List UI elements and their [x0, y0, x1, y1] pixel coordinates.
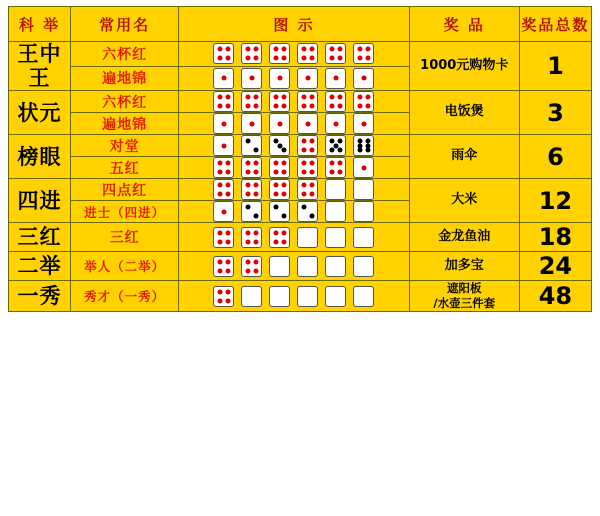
die-pip [217, 161, 222, 166]
table-row [9, 42, 592, 67]
die-pip [245, 259, 250, 264]
die-1 [213, 201, 234, 222]
die-pip [357, 56, 362, 61]
die-empty [297, 227, 318, 248]
die-pip [338, 161, 343, 166]
die-1 [353, 157, 374, 178]
die-pip [301, 47, 306, 52]
die-pip [305, 76, 310, 81]
die-4 [241, 256, 262, 277]
die-pip [254, 95, 259, 100]
die-empty [325, 201, 346, 222]
die-pip [310, 183, 315, 188]
die-pip [273, 239, 278, 244]
die-pip [282, 183, 287, 188]
rank-cell: 榜眼 [9, 135, 71, 179]
die-pip [245, 192, 250, 197]
die-pip [329, 148, 334, 153]
die-pip [329, 95, 334, 100]
die-pip [366, 47, 371, 52]
die-pip [245, 56, 250, 61]
die-pip [338, 139, 343, 144]
die-2 [269, 201, 290, 222]
die-pip [217, 298, 222, 303]
die-4 [353, 43, 374, 64]
die-6 [353, 135, 374, 156]
header-cell-1: 常用名 [71, 7, 179, 42]
dice-cell [179, 201, 409, 223]
die-pip [273, 230, 278, 235]
die-pip [338, 104, 343, 109]
dice-row [179, 157, 408, 178]
die-pip [254, 148, 259, 153]
table-row [9, 281, 592, 312]
die-pip [254, 170, 259, 175]
die-pip [245, 183, 250, 188]
dice-row [179, 227, 408, 248]
die-4 [325, 91, 346, 112]
prize-cell: 大米 [409, 179, 519, 223]
die-pip [282, 170, 287, 175]
die-empty [269, 286, 290, 307]
dice-row [179, 91, 408, 112]
die-4 [269, 91, 290, 112]
die-empty [325, 179, 346, 200]
die-pip [282, 161, 287, 166]
die-pip [366, 104, 371, 109]
die-3 [269, 135, 290, 156]
dice-cell [179, 179, 409, 201]
table-row [9, 223, 592, 252]
rank-cell: 状元 [9, 91, 71, 135]
die-pip [329, 161, 334, 166]
die-pip [273, 95, 278, 100]
die-pip [273, 161, 278, 166]
die-pip [226, 47, 231, 52]
combo-name-cell: 秀才（一秀） [71, 281, 179, 312]
die-empty [325, 286, 346, 307]
die-1 [269, 113, 290, 134]
dice-cell [179, 91, 409, 113]
die-pip [282, 214, 287, 219]
die-pip [254, 230, 259, 235]
combo-name-cell: 三红 [71, 223, 179, 252]
die-pip [226, 161, 231, 166]
die-4 [297, 135, 318, 156]
die-pip [245, 47, 250, 52]
die-empty [297, 286, 318, 307]
die-pip [226, 56, 231, 61]
die-pip [338, 56, 343, 61]
die-empty [353, 227, 374, 248]
die-pip [245, 230, 250, 235]
dice-row [179, 68, 408, 89]
die-pip [217, 56, 222, 61]
die-4 [325, 157, 346, 178]
die-pip [245, 205, 250, 210]
die-pip [217, 170, 222, 175]
die-pip [254, 268, 259, 273]
dice-cell [179, 42, 409, 67]
die-2 [241, 135, 262, 156]
die-pip [226, 95, 231, 100]
die-pip [217, 239, 222, 244]
die-1 [353, 113, 374, 134]
die-4 [297, 91, 318, 112]
table-row [9, 179, 592, 201]
die-pip [245, 161, 250, 166]
die-pip [301, 170, 306, 175]
die-pip [254, 259, 259, 264]
die-pip [310, 161, 315, 166]
rank-cell: 一秀 [9, 281, 71, 312]
die-4 [213, 179, 234, 200]
die-pip [310, 148, 315, 153]
die-pip [254, 239, 259, 244]
die-1 [241, 113, 262, 134]
die-pip [338, 95, 343, 100]
die-pip [226, 230, 231, 235]
die-pip [217, 192, 222, 197]
die-pip [282, 192, 287, 197]
header-cell-0: 科 举 [9, 7, 71, 42]
die-empty [353, 286, 374, 307]
prize-count-cell: 24 [519, 252, 591, 281]
prize-count-cell: 6 [519, 135, 591, 179]
die-pip [273, 183, 278, 188]
die-1 [353, 68, 374, 89]
die-pip [254, 183, 259, 188]
dice-row [179, 43, 408, 64]
dice-cell [179, 157, 409, 179]
die-pip [254, 192, 259, 197]
dice-row [179, 113, 408, 134]
die-pip [226, 183, 231, 188]
die-empty [241, 286, 262, 307]
die-pip [226, 104, 231, 109]
die-pip [226, 259, 231, 264]
table-header-row [9, 7, 592, 42]
die-pip [310, 214, 315, 219]
header-cell-4: 奖品总数 [519, 7, 591, 42]
die-pip [254, 161, 259, 166]
table-row [9, 135, 592, 157]
die-4 [241, 91, 262, 112]
die-pip [273, 47, 278, 52]
die-pip [301, 205, 306, 210]
die-pip [254, 47, 259, 52]
die-pip [273, 192, 278, 197]
prize-count-cell: 12 [519, 179, 591, 223]
dice-cell [179, 223, 409, 252]
die-pip [245, 95, 250, 100]
die-4 [213, 227, 234, 248]
die-pip [226, 289, 231, 294]
combo-name-cell: 五红 [71, 157, 179, 179]
die-1 [213, 113, 234, 134]
die-4 [241, 43, 262, 64]
die-pip [226, 239, 231, 244]
die-1 [213, 135, 234, 156]
die-pip [310, 192, 315, 197]
die-pip [301, 161, 306, 166]
rank-cell: 三红 [9, 223, 71, 252]
prize-count-cell: 18 [519, 223, 591, 252]
die-pip [329, 47, 334, 52]
die-empty [353, 256, 374, 277]
die-pip [310, 139, 315, 144]
die-4 [297, 43, 318, 64]
dice-cell [179, 135, 409, 157]
die-pip [217, 268, 222, 273]
die-4 [213, 286, 234, 307]
dice-row [179, 286, 408, 307]
die-4 [269, 227, 290, 248]
die-pip [245, 139, 250, 144]
die-pip [217, 289, 222, 294]
die-4 [269, 179, 290, 200]
prize-cell: 电饭煲 [409, 91, 519, 135]
die-4 [241, 179, 262, 200]
die-pip [245, 104, 250, 109]
die-pip [366, 95, 371, 100]
die-pip [366, 148, 371, 153]
die-pip [282, 47, 287, 52]
dice-row [179, 179, 408, 200]
die-pip [301, 183, 306, 188]
die-pip [221, 76, 226, 81]
die-pip [282, 239, 287, 244]
die-pip [310, 56, 315, 61]
die-pip [357, 104, 362, 109]
die-pip [282, 104, 287, 109]
die-pip [245, 268, 250, 273]
die-pip [277, 121, 282, 126]
combo-name-cell: 遍地锦 [71, 113, 179, 135]
combo-name-cell: 对堂 [71, 135, 179, 157]
header-cell-3: 奖 品 [409, 7, 519, 42]
prize-cell: 1000元购物卡 [409, 42, 519, 91]
prize-count-cell: 48 [519, 281, 591, 312]
die-pip [282, 95, 287, 100]
die-1 [241, 68, 262, 89]
die-4 [213, 157, 234, 178]
table-row [9, 91, 592, 113]
die-pip [310, 95, 315, 100]
rank-cell: 四进 [9, 179, 71, 223]
prize-count-cell: 3 [519, 91, 591, 135]
die-2 [241, 201, 262, 222]
die-pip [333, 76, 338, 81]
die-1 [325, 68, 346, 89]
die-empty [353, 179, 374, 200]
combo-name-cell: 遍地锦 [71, 66, 179, 91]
die-1 [297, 68, 318, 89]
die-pip [301, 139, 306, 144]
prize-cell: 金龙鱼油 [409, 223, 519, 252]
die-empty [353, 201, 374, 222]
rank-cell: 二举 [9, 252, 71, 281]
die-2 [297, 201, 318, 222]
die-4 [213, 256, 234, 277]
die-pip [305, 121, 310, 126]
die-pip [301, 148, 306, 153]
rank-cell: 王中王 [9, 42, 71, 91]
die-pip [310, 104, 315, 109]
die-pip [217, 95, 222, 100]
die-empty [297, 256, 318, 277]
dice-row [179, 256, 408, 277]
die-pip [361, 121, 366, 126]
prize-line: /水壶三件套 [433, 296, 496, 311]
die-4 [269, 157, 290, 178]
die-pip [301, 192, 306, 197]
die-4 [297, 157, 318, 178]
die-4 [213, 43, 234, 64]
die-pip [282, 230, 287, 235]
die-4 [213, 91, 234, 112]
die-pip [245, 170, 250, 175]
die-pip [273, 170, 278, 175]
prize-cell: 雨伞 [409, 135, 519, 179]
die-pip [282, 148, 287, 153]
die-pip [277, 76, 282, 81]
die-pip [329, 170, 334, 175]
combo-name-cell: 举人（二举） [71, 252, 179, 281]
prize-count-cell: 1 [519, 42, 591, 91]
die-pip [333, 121, 338, 126]
die-4 [241, 227, 262, 248]
header-cell-2: 图 示 [179, 7, 409, 42]
die-1 [213, 68, 234, 89]
die-pip [361, 76, 366, 81]
die-pip [226, 268, 231, 273]
die-4 [297, 179, 318, 200]
die-pip [226, 170, 231, 175]
die-pip [357, 95, 362, 100]
die-pip [273, 205, 278, 210]
die-pip [254, 214, 259, 219]
die-pip [366, 56, 371, 61]
dice-cell [179, 66, 409, 91]
die-pip [329, 56, 334, 61]
die-pip [249, 121, 254, 126]
prize-line: 遮阳板 [447, 281, 482, 296]
die-pip [310, 47, 315, 52]
die-4 [353, 91, 374, 112]
dice-cell [179, 252, 409, 281]
die-pip [338, 170, 343, 175]
die-pip [217, 47, 222, 52]
die-1 [297, 113, 318, 134]
die-pip [329, 104, 334, 109]
die-pip [217, 259, 222, 264]
die-pip [226, 192, 231, 197]
die-empty [269, 256, 290, 277]
die-pip [217, 230, 222, 235]
die-pip [254, 56, 259, 61]
die-pip [273, 56, 278, 61]
die-pip [301, 56, 306, 61]
die-pip [245, 239, 250, 244]
die-pip [254, 104, 259, 109]
die-pip [357, 148, 362, 153]
prize-cell: 加多宝 [409, 252, 519, 281]
die-pip [221, 209, 226, 214]
die-pip [249, 76, 254, 81]
prize-cell [409, 281, 519, 312]
die-pip [338, 47, 343, 52]
dice-row [179, 135, 408, 156]
combo-name-cell: 进士（四进） [71, 201, 179, 223]
die-pip [361, 165, 366, 170]
die-4 [269, 43, 290, 64]
die-pip [301, 104, 306, 109]
dice-row [179, 201, 408, 222]
die-pip [310, 170, 315, 175]
die-pip [217, 183, 222, 188]
combo-name-cell: 六杯红 [71, 42, 179, 67]
combo-name-cell: 六杯红 [71, 91, 179, 113]
die-empty [325, 256, 346, 277]
prize-table [8, 6, 592, 312]
die-empty [325, 227, 346, 248]
die-1 [269, 68, 290, 89]
die-4 [241, 157, 262, 178]
combo-name-cell: 四点红 [71, 179, 179, 201]
table-row [9, 252, 592, 281]
die-pip [226, 298, 231, 303]
die-pip [221, 121, 226, 126]
die-pip [273, 104, 278, 109]
die-pip [221, 143, 226, 148]
die-pip [338, 148, 343, 153]
die-1 [325, 113, 346, 134]
die-pip [217, 104, 222, 109]
die-5 [325, 135, 346, 156]
die-pip [282, 56, 287, 61]
die-4 [325, 43, 346, 64]
die-pip [301, 95, 306, 100]
dice-cell [179, 113, 409, 135]
die-pip [357, 47, 362, 52]
dice-cell [179, 281, 409, 312]
